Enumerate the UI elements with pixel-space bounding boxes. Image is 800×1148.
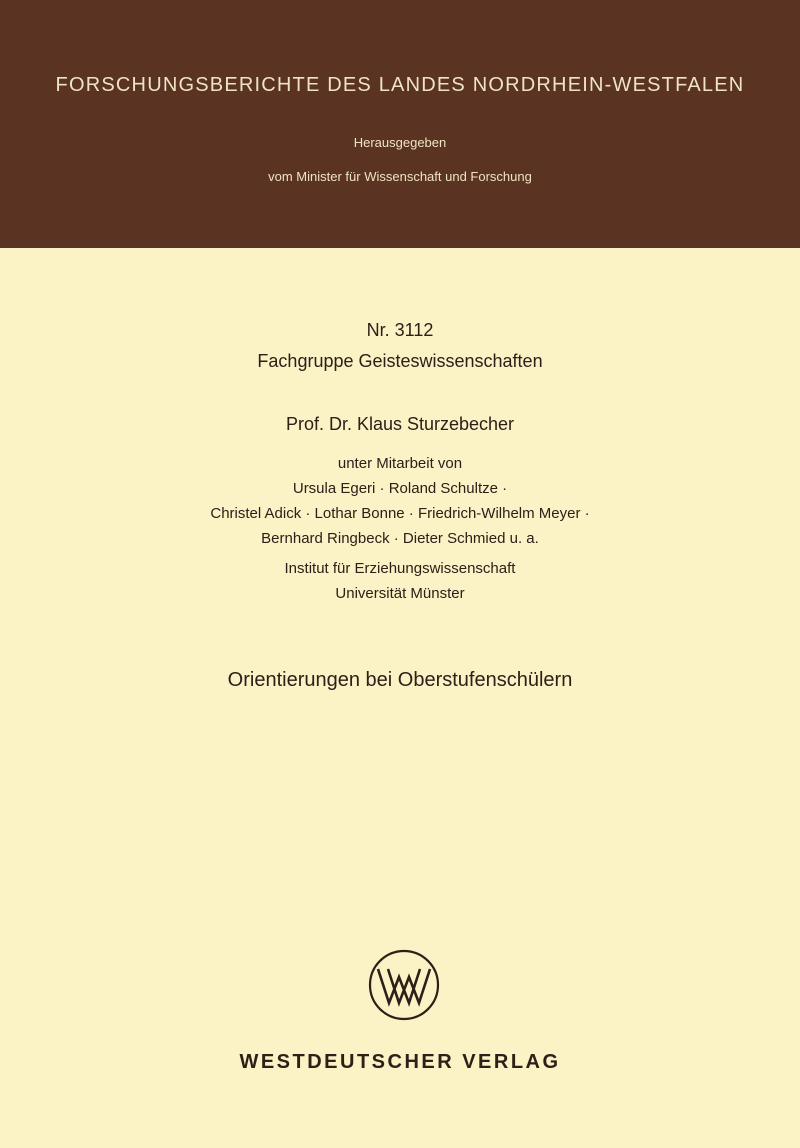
editor-name: vom Minister für Wissenschaft und Forschung bbox=[268, 169, 532, 184]
collaborators-line-2: Christel Adick · Lothar Bonne · Friedrich-Wilhelm Meyer · bbox=[210, 505, 590, 522]
collaboration-label: unter Mitarbeit von bbox=[337, 455, 463, 472]
book-title: Orientierungen bei Oberstufenschülern bbox=[227, 669, 573, 691]
author-name: Prof. Dr. Klaus Sturzebecher bbox=[285, 414, 515, 434]
collaborators-line-3: Bernhard Ringbeck · Dieter Schmied u. a. bbox=[261, 530, 539, 547]
publisher-name: WESTDEUTSCHER VERLAG bbox=[239, 1051, 561, 1073]
institute-name: Institut für Erziehungswissenschaft bbox=[284, 560, 516, 577]
series-title: FORSCHUNGSBERICHTE DES LANDES NORDRHEIN-WESTFALEN bbox=[55, 74, 745, 96]
editor-label: Herausgegeben bbox=[353, 135, 447, 150]
wv-circle-logo-icon bbox=[366, 947, 442, 1023]
collaborators-line-1: Ursula Egeri · Roland Schultze · bbox=[292, 480, 508, 497]
subject-group: Fachgruppe Geisteswissenschaften bbox=[257, 351, 543, 371]
university-name: Universität Münster bbox=[335, 585, 465, 602]
header-band bbox=[0, 0, 800, 248]
report-number: Nr. 3112 bbox=[366, 320, 434, 340]
